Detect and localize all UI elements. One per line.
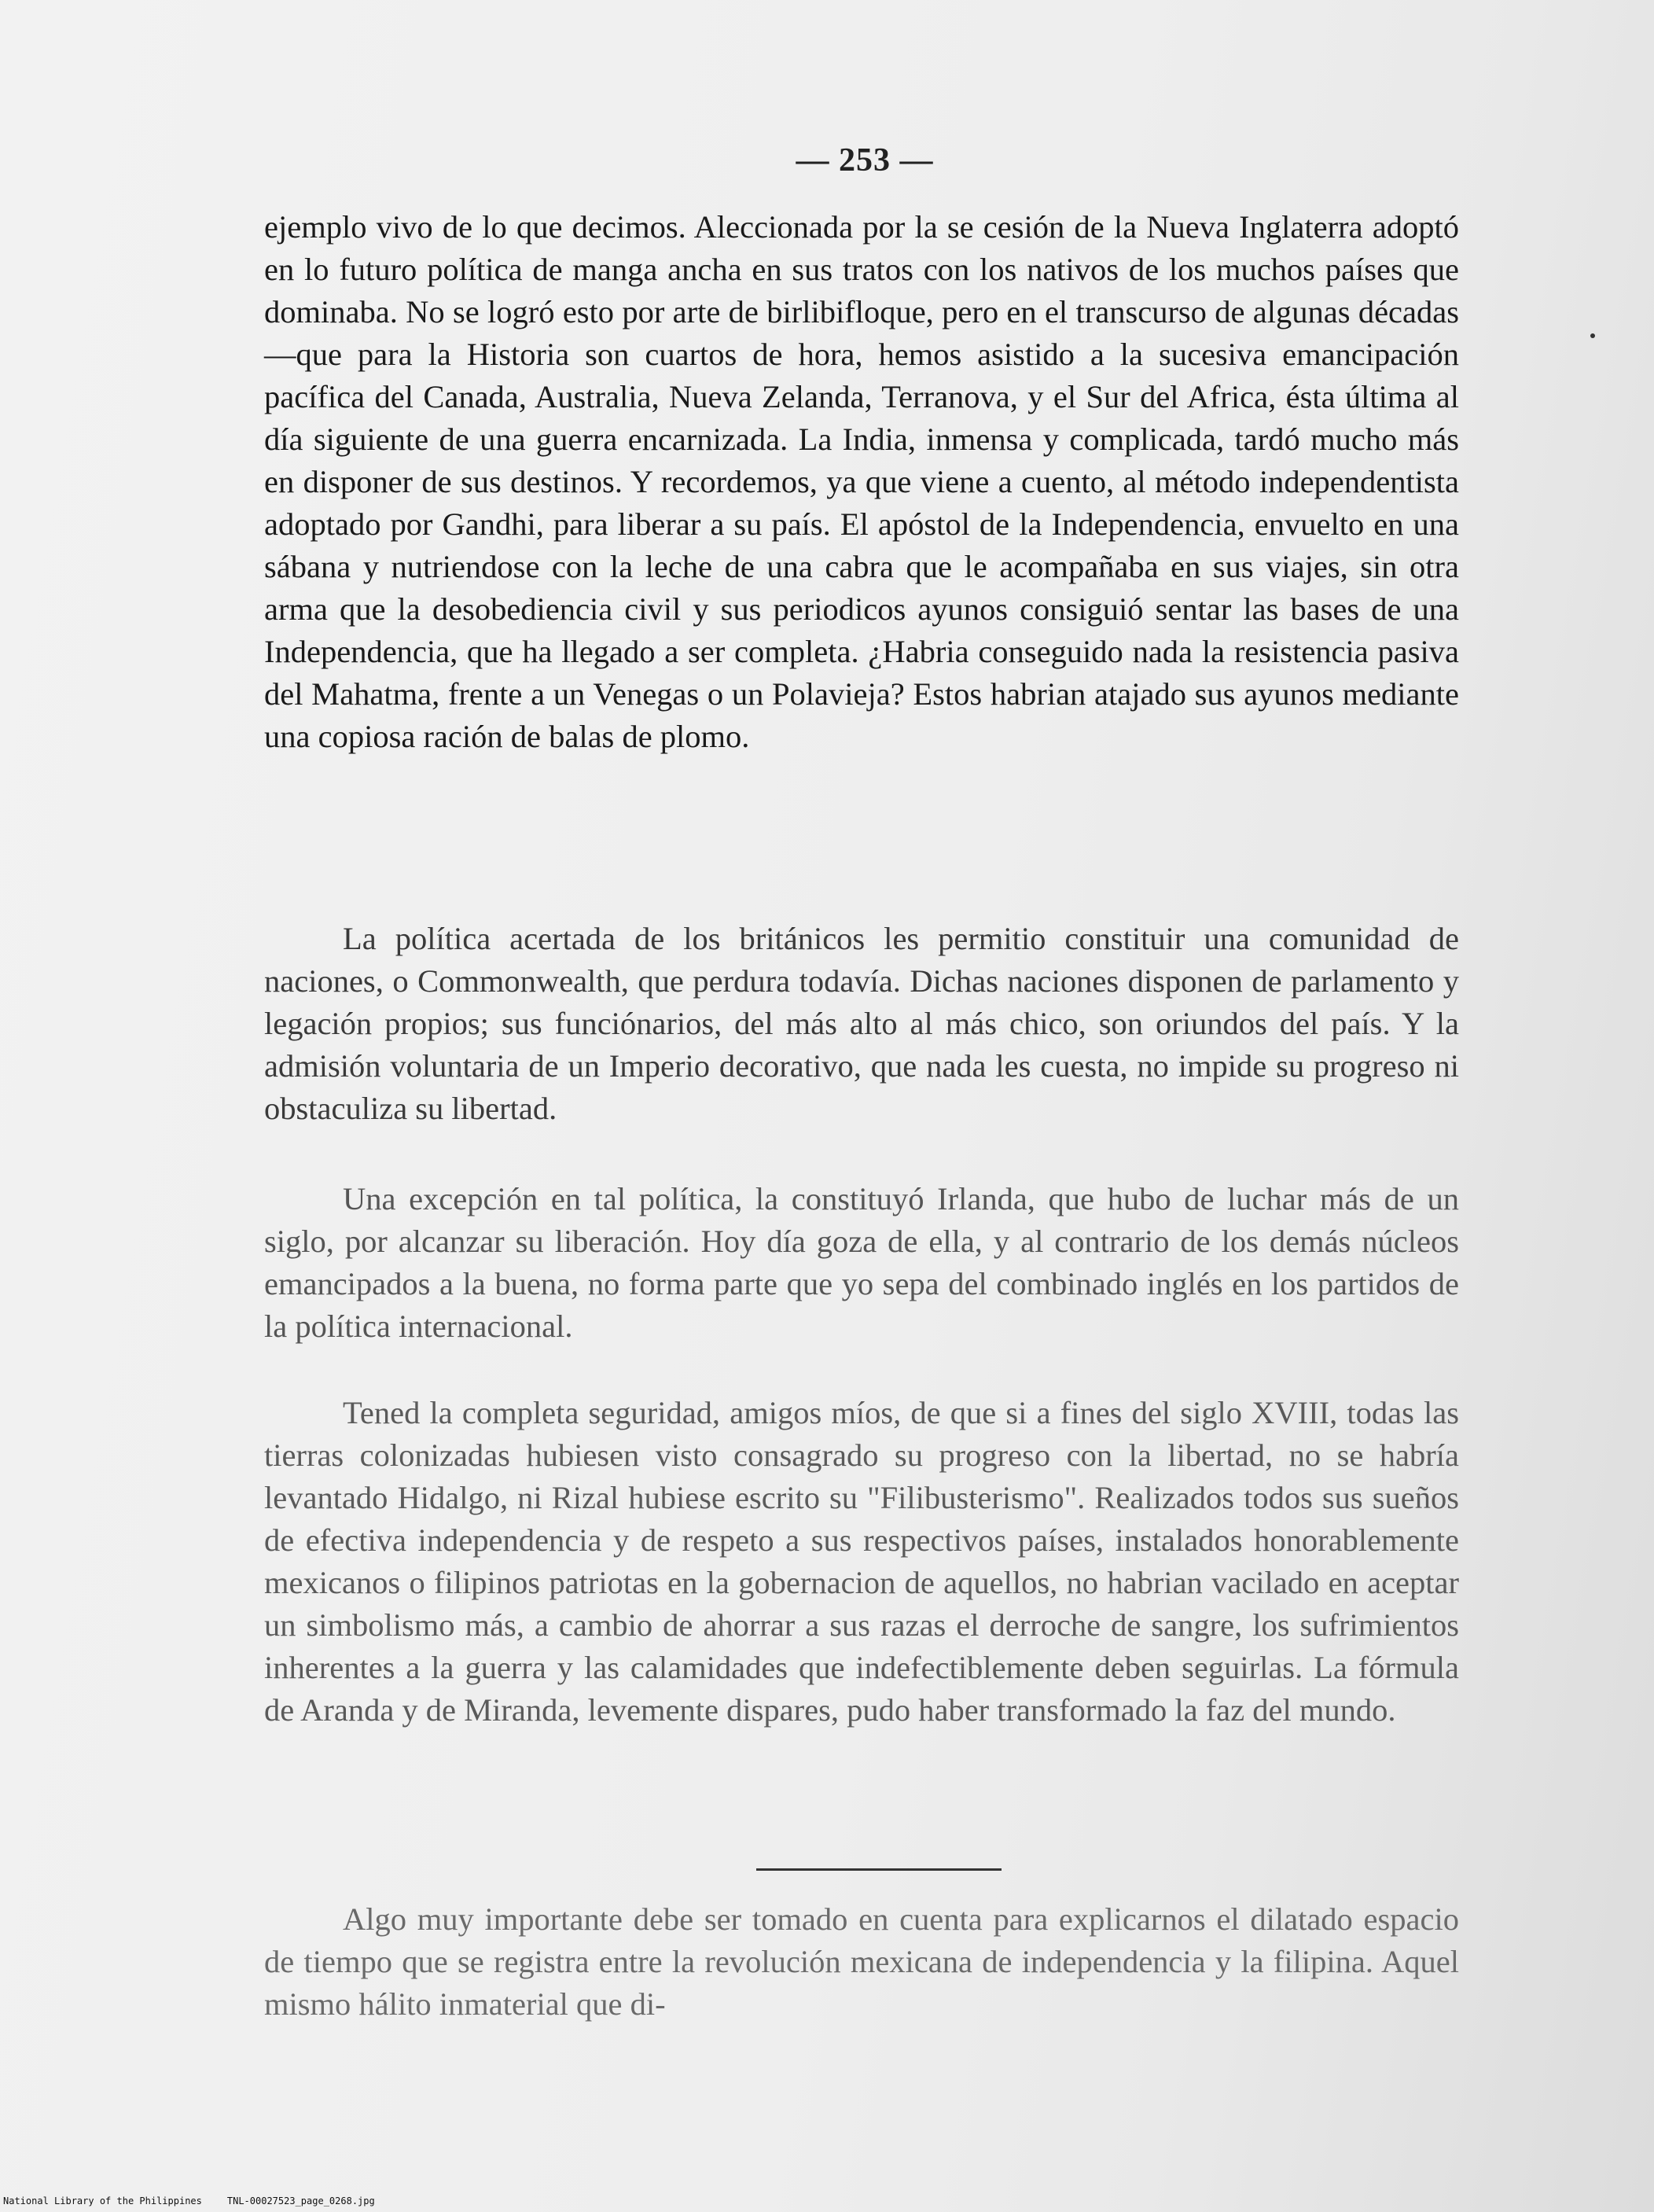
- paragraph-4: Tened la completa seguridad, amigos míos, de que si a fines del siglo XVIII, todas las tierras colonizadas hubiesen visto consagrado su progreso con la libertad, no se habría levantado Hidalgo, ni Rizal hubiese escrito su "Filibusterismo". Realizados todos sus sueños de efectiva independencia y de respeto a sus respectivos países, instalados honorablemente mexicanos o filipinos patriotas en la gobernacion de aquellos, no habrian vacilado en aceptar un simbolismo más, a cambio de ahorrar a sus razas el derroche de sangre, los sufrimientos inherentes a la guerra y las calamidades que indefectiblemente deben seguirlas. La fórmula de Aranda y de Miranda, levemente dispares, pudo haber transformado la faz del mundo.: [264, 1395, 1459, 1728]
- footer-filename: TNL-00027523_page_0268.jpg: [226, 2195, 375, 2206]
- page-number: — 253 —: [796, 142, 934, 179]
- paragraph-5: Algo muy importante debe ser tomado en cuenta para explicarnos el dilatado espacio de tiempo que se registra entre la revolución mexicana de independencia y la filipina. Aquel mismo hálito inmaterial que di-: [264, 1901, 1459, 2022]
- paragraph-1: ejemplo vivo de lo que decimos. Aleccionada por la se cesión de la Nueva Inglaterra adoptó en lo futuro política de manga ancha en sus tratos con los nativos de los muchos países que dominaba. No se logró esto por arte de birlibifloque, pero en el transcurso de algunas décadas—que para la Historia son cuartos de hora, hemos asistido a la sucesiva emancipación pacífica del Canada, Australia, Nueva Zelanda, Terranova, y el Sur del Africa, ésta última al día siguiente de una guerra encarnizada. La India, inmensa y complicada, tardó mucho más en disponer de sus destinos. Y recordemos, ya que viene a cuento, al método independentista adoptado por Gandhi, para liberar a su país. El apóstol de la Independencia, envuelto en una sábana y nutriendose con la leche de una cabra que le acompañaba en sus viajes, sin otra arma que la desobediencia civil y sus periodicos ayunos consiguió sentar las bases de una Independencia, que ha llegado a ser completa. ¿Habria conseguido nada la resistencia pasiva del Mahatma, frente a un Venegas o un Polavieja? Estos habrian atajado sus ayunos mediante una copiosa ración de balas de plomo.: [264, 209, 1459, 754]
- paragraph-3: Una excepción en tal política, la constituyó Irlanda, que hubo de luchar más de un siglo, por alcanzar su liberación. Hoy día goza de ella, y al contrario de los demás núcleos emancipados a la buena, no forma parte que yo sepa del combinado inglés en los partidos de la política internacional.: [264, 1181, 1459, 1344]
- scan-footer: [3, 2195, 400, 2206]
- paragraph-2: La política acertada de los británicos les permitio constituir una comunidad de naciones, o Commonwealth, que perdura todavía. Dichas naciones disponen de parlamento y legación propios; sus funciónarios, del más alto al más chico, son oriundos del país. Y la admisión voluntaria de un Imperio decorativo, que nada les cuesta, no impide su progreso ni obstaculiza su libertad.: [264, 921, 1459, 1126]
- section-divider: [756, 1868, 1002, 1871]
- speck-mark: [1590, 333, 1595, 338]
- footer-institution: National Library of the Philippines: [3, 2195, 202, 2206]
